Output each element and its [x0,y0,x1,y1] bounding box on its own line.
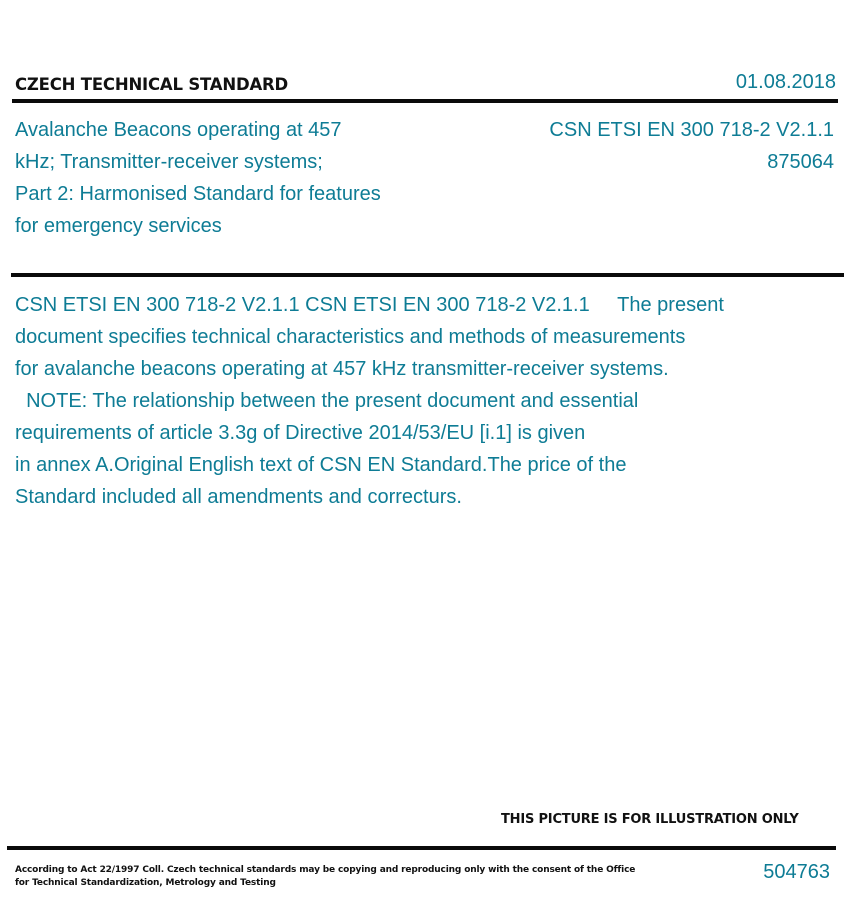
header-divider [12,99,838,103]
standard-title-line: kHz; Transmitter-receiver systems; [15,151,323,173]
document-number: 504763 [763,861,830,883]
standard-code: CSN ETSI EN 300 718-2 V2.1.1 [549,119,834,141]
description-line: CSN ETSI EN 300 718-2 V2.1.1 CSN ETSI EN 300 718-2 V2.1.1 The present [15,294,724,316]
copyright-notice-line: According to Act 22/1997 Coll. Czech technical standards may be copying and reproducing only with the consent of the Office [15,865,636,875]
description-line: NOTE: The relationship between the present document and essential [15,390,639,412]
publication-date: 01.08.2018 [735,71,836,93]
description-line: Standard included all amendments and correcturs. [15,486,462,508]
description-line: in annex A.Original English text of CSN EN Standard.The price of the [15,454,627,476]
standard-title-line: Avalanche Beacons operating at 457 [15,119,342,141]
document-header-title: CZECH TECHNICAL STANDARD [15,75,289,94]
footer-divider [7,846,836,850]
standard-title-line: Part 2: Harmonised Standard for features [15,183,381,205]
copyright-notice [15,864,636,890]
illustration-disclaimer: THIS PICTURE IS FOR ILLUSTRATION ONLY [501,812,799,827]
title-divider [11,273,844,277]
description-line: document specifies technical characteristics and methods of measurements [15,326,686,348]
standard-title [15,114,435,242]
standard-description [15,289,815,513]
copyright-notice-line: for Technical Standardization, Metrology and Testing [15,878,276,888]
standard-identifiers [549,114,834,178]
catalog-number: 875064 [767,151,834,173]
standard-title-line: for emergency services [15,215,222,237]
description-line: requirements of article 3.3g of Directive 2014/53/EU [i.1] is given [15,422,586,444]
description-line: for avalanche beacons operating at 457 kHz transmitter-receiver systems. [15,358,669,380]
